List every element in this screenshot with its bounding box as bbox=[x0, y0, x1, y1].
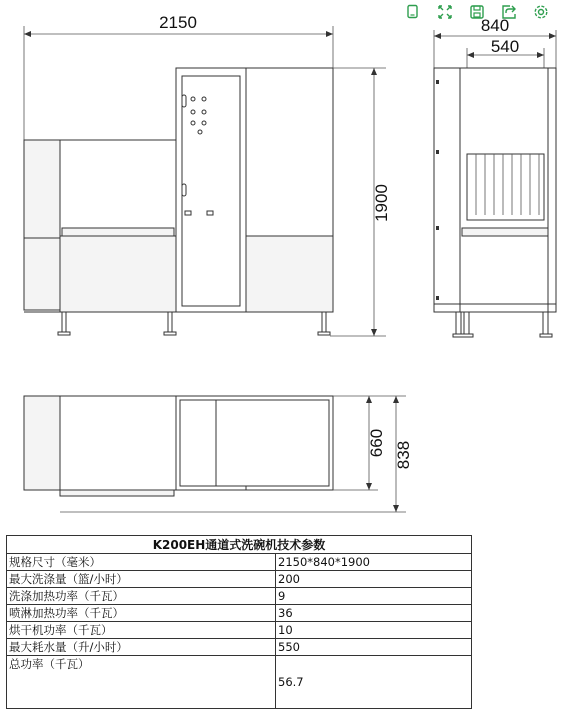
spec-value: 36 bbox=[276, 605, 472, 622]
front-view bbox=[24, 13, 391, 336]
top-depth-label: 838 bbox=[394, 440, 413, 470]
spec-label: 洗涤加热功率（千瓦） bbox=[7, 588, 276, 605]
spec-value: 10 bbox=[276, 622, 472, 639]
table-row bbox=[7, 571, 472, 588]
table-row bbox=[7, 656, 472, 709]
table-row bbox=[7, 639, 472, 656]
top-inner-depth-label: 660 bbox=[367, 428, 386, 458]
spec-value: 200 bbox=[276, 571, 472, 588]
spec-table-title: K200EH通道式洗碗机技术参数 bbox=[7, 536, 472, 554]
spec-label: 总功率（千瓦） bbox=[7, 656, 276, 709]
side-inner-label: 540 bbox=[490, 37, 520, 56]
spec-label: 烘干机功率（千瓦） bbox=[7, 622, 276, 639]
spec-label: 规格尺寸（毫米） bbox=[7, 554, 276, 571]
side-view bbox=[434, 16, 556, 337]
spec-label: 最大洗涤量（篮/小时） bbox=[7, 571, 276, 588]
table-row bbox=[7, 605, 472, 622]
spec-value: 9 bbox=[276, 588, 472, 605]
table-row bbox=[7, 588, 472, 605]
spec-label: 最大耗水量（升/小时） bbox=[7, 639, 276, 656]
spec-value: 550 bbox=[276, 639, 472, 656]
spec-label: 喷淋加热功率（千瓦） bbox=[7, 605, 276, 622]
side-top-label: 840 bbox=[480, 16, 510, 35]
spec-value: 2150*840*1900 bbox=[276, 554, 472, 571]
front-height-label: 1900 bbox=[372, 184, 391, 222]
spec-value: 56.7 bbox=[276, 656, 472, 709]
front-width-label: 2150 bbox=[159, 13, 197, 32]
spec-table bbox=[6, 535, 472, 709]
table-row bbox=[7, 554, 472, 571]
top-view bbox=[24, 396, 413, 512]
table-row bbox=[7, 622, 472, 639]
